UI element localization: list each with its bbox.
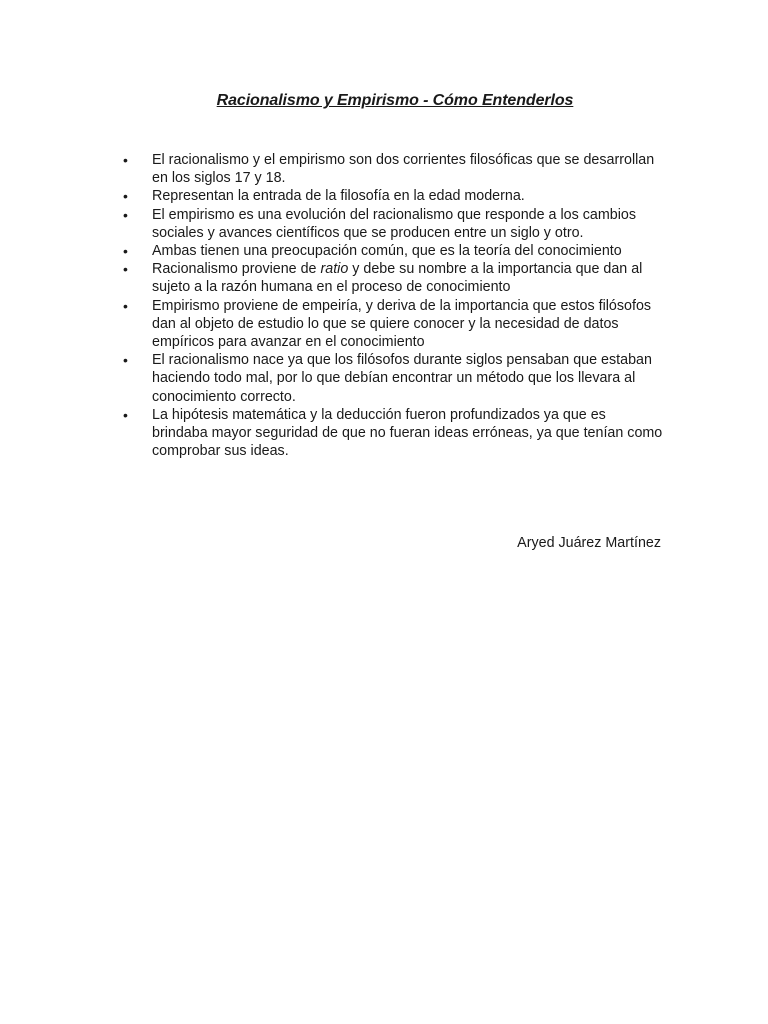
bullet-list — [118, 151, 663, 460]
bullet-item: • El empirismo es una evolución del racionalismo que responde a los cambios sociales y avances científicos que se producen entre un siglo y otro. — [118, 206, 663, 242]
bullet-item — [118, 260, 663, 296]
bullet-text: Racionalismo proviene de — [152, 261, 321, 278]
bullet-item: • El racionalismo nace ya que los filósofos durante siglos pensaban que estaban haciendo todo mal, por lo que debían encontrar un método que los llevara al conocimiento correcto. — [118, 351, 663, 406]
document-title: Racionalismo y Empirismo - Cómo Entenderlos — [216, 92, 574, 109]
bullet-item: • La hipótesis matemática y la deducción fueron profundizados ya que es brindaba mayor seguridad de que no fueran ideas erróneas, ya que tenían como comprobar sus ideas. — [118, 406, 663, 461]
bullet-item: • Ambas tienen una preocupación común, que es la teoría del conocimiento — [118, 242, 663, 260]
bullet-item: • Representan la entrada de la filosofía en la edad moderna. — [118, 187, 663, 205]
bullet-emphasis: ratio — [320, 261, 349, 278]
author-signature: Aryed Juárez Martínez — [517, 535, 661, 551]
bullet-item: • Empirismo proviene de empeiría, y deriva de la importancia que estos filósofos dan al objeto de estudio lo que se quiere conocer y la necesidad de datos empíricos para avanzar en el conocimiento — [118, 297, 663, 352]
bullet-text: y debe su nombre a la importancia que dan al sujeto a la razón humana en el proceso de conocimiento — [152, 261, 643, 296]
bullet-item: • El racionalismo y el empirismo son dos corrientes filosóficas que se desarrollan en los siglos 17 y 18. — [118, 151, 663, 187]
